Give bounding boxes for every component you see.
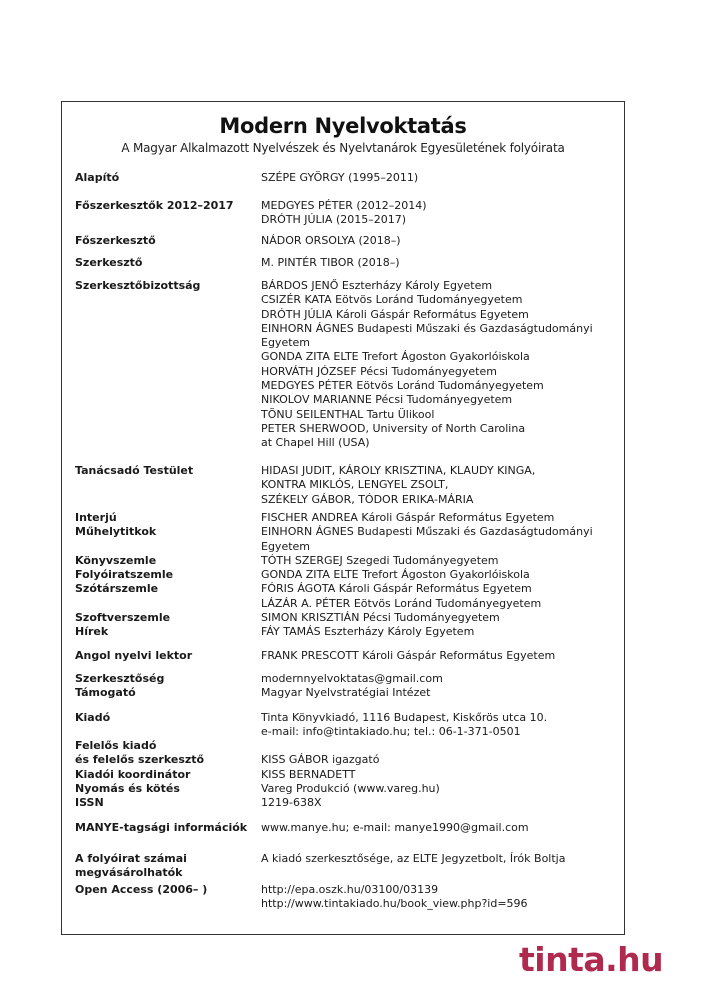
row-label bbox=[75, 511, 261, 640]
label-line: Nyomás és kötés bbox=[75, 781, 180, 795]
value-line: 1219-638X bbox=[261, 796, 322, 810]
label-line: Angol nyelvi lektor bbox=[75, 649, 193, 662]
value-line: KISS BERNADETT bbox=[261, 767, 356, 781]
value-line: HIDASI JUDIT, KÁROLY KRISZTINA, KLAUDY KINGA, bbox=[261, 464, 536, 477]
value-line: Tinta Könyvkiadó, 1116 Budapest, Kiskőrös utca 10. bbox=[261, 711, 548, 724]
row-label bbox=[75, 279, 261, 293]
row-value bbox=[261, 821, 616, 835]
label-line: Főszerkesztő bbox=[75, 234, 156, 247]
label-line: Szótárszemle bbox=[75, 582, 159, 596]
label-line: Felelős kiadó bbox=[75, 739, 157, 752]
value-line: e-mail: info@tintakiado.hu; tel.: 06-1-371-0501 bbox=[261, 725, 521, 739]
label-line: ISSN bbox=[75, 796, 104, 810]
label-line: Műhelytitkok bbox=[75, 525, 157, 539]
value-line: CSIZÉR KATA Eötvös Loránd Tudományegyetem bbox=[261, 293, 523, 307]
row-label bbox=[75, 649, 261, 663]
row-label bbox=[75, 711, 261, 725]
journal-title: Modern Nyelvoktatás bbox=[219, 114, 467, 138]
row-value bbox=[261, 256, 616, 270]
label-line bbox=[75, 597, 261, 611]
value-line: Egyetem bbox=[261, 539, 311, 553]
tinta-logo: tinta.hu bbox=[519, 940, 664, 979]
row-label bbox=[75, 256, 261, 270]
value-line: Magyar Nyelvstratégiai Intézet bbox=[261, 686, 431, 700]
row-value bbox=[261, 883, 616, 912]
label-line: Szoftverszemle bbox=[75, 611, 171, 625]
label-line: Főszerkesztők 2012–2017 bbox=[75, 199, 234, 212]
value-line: Egyetem bbox=[261, 336, 311, 350]
value-line: MEDGYES PÉTER (2012–2014) bbox=[261, 199, 427, 212]
value-line: SZÉPE GYÖRGY (1995–2011) bbox=[261, 171, 419, 184]
label-line: Open Access (2006– ) bbox=[75, 883, 208, 896]
row-value bbox=[261, 199, 616, 228]
row-label bbox=[75, 739, 261, 810]
value-line: TÕNU SEILENTHAL Tartu Ülikool bbox=[261, 407, 435, 421]
value-line: MEDGYES PÉTER Eötvös Loránd Tudományegyetem bbox=[261, 379, 544, 393]
value-line: SZÉKELY GÁBOR, TÓDOR ERIKA-MÁRIA bbox=[261, 492, 474, 506]
label-line: Alapító bbox=[75, 171, 120, 184]
value-line: DRÓTH JÚLIA (2015–2017) bbox=[261, 213, 407, 227]
value-line: FÁY TAMÁS Eszterházy Károly Egyetem bbox=[261, 625, 475, 639]
label-line: MANYE-tagsági információk bbox=[75, 821, 248, 834]
value-line: http://www.tintakiado.hu/book_view.php?id=596 bbox=[261, 897, 528, 911]
value-line: LÁZÁR A. PÉTER Eötvös Loránd Tudományegyetem bbox=[261, 596, 542, 610]
row-value bbox=[261, 511, 616, 640]
row-value bbox=[261, 739, 616, 810]
label-line: Kiadó bbox=[75, 711, 111, 724]
value-line: PETER SHERWOOD, University of North Carolina bbox=[261, 421, 526, 435]
value-line: NÁDOR ORSOLYA (2018–) bbox=[261, 234, 401, 247]
value-line: EINHORN ÁGNES Budapesti Műszaki és Gazdaságtudományi bbox=[261, 321, 593, 335]
row-value bbox=[261, 464, 616, 507]
value-line: A kiadó szerkesztősége, az ELTE Jegyzetbolt, Írók Boltja bbox=[261, 852, 566, 865]
value-line: GONDA ZITA ELTE Trefort Ágoston Gyakorlóiskola bbox=[261, 350, 530, 364]
label-line: megvásárolhatók bbox=[75, 866, 183, 880]
row-value bbox=[261, 649, 616, 663]
row-value bbox=[261, 234, 616, 248]
row-label bbox=[75, 852, 261, 881]
row-label bbox=[75, 672, 261, 701]
value-line: at Chapel Hill (USA) bbox=[261, 436, 370, 450]
label-line: Szerkesztőség bbox=[75, 672, 165, 685]
masthead-frame bbox=[61, 101, 625, 935]
label-line: A folyóirat számai bbox=[75, 852, 187, 865]
value-line: HORVÁTH JÓZSEF Pécsi Tudományegyetem bbox=[261, 364, 497, 378]
row-label bbox=[75, 464, 261, 478]
row-label bbox=[75, 821, 261, 835]
row-label bbox=[75, 199, 261, 213]
label-line: Folyóiratszemle bbox=[75, 568, 174, 582]
value-line: EINHORN ÁGNES Budapesti Műszaki és Gazdaságtudományi bbox=[261, 525, 593, 539]
value-line: FRANK PRESCOTT Károli Gáspár Református Egyetem bbox=[261, 649, 556, 662]
value-line: DRÓTH JÚLIA Károli Gáspár Református Egyetem bbox=[261, 307, 529, 321]
label-line: Hírek bbox=[75, 625, 109, 639]
row-label bbox=[75, 234, 261, 248]
value-line: SIMON KRISZTIÁN Pécsi Tudományegyetem bbox=[261, 611, 500, 625]
value-line: http://epa.oszk.hu/03100/03139 bbox=[261, 883, 439, 896]
label-line: Támogató bbox=[75, 686, 136, 700]
row-value bbox=[261, 279, 616, 451]
value-line bbox=[261, 739, 616, 753]
journal-subtitle: A Magyar Alkalmazott Nyelvészek és Nyelvtanárok Egyesületének folyóirata bbox=[121, 141, 565, 155]
label-line: Interjú bbox=[75, 511, 117, 524]
value-line: TÓTH SZERGEJ Szegedi Tudományegyetem bbox=[261, 553, 499, 567]
label-line: Szerkesztőbizottság bbox=[75, 279, 201, 292]
label-line: Szerkesztő bbox=[75, 256, 143, 269]
label-line: Tanácsadó Testület bbox=[75, 464, 194, 477]
row-label bbox=[75, 883, 261, 897]
value-line: M. PINTÉR TIBOR (2018–) bbox=[261, 256, 400, 269]
row-value bbox=[261, 171, 616, 185]
row-value bbox=[261, 852, 616, 866]
value-line: FISCHER ANDREA Károli Gáspár Református Egyetem bbox=[261, 511, 555, 524]
value-line: modernnyelvoktatas@gmail.com bbox=[261, 672, 443, 685]
value-line: BÁRDOS JENŐ Eszterházy Károly Egyetem bbox=[261, 279, 493, 292]
row-value bbox=[261, 711, 616, 740]
value-line: KISS GÁBOR igazgató bbox=[261, 753, 380, 767]
value-line: GONDA ZITA ELTE Trefort Ágoston Gyakorlóiskola bbox=[261, 568, 530, 582]
value-line: KONTRA MIKLÓS, LENGYEL ZSOLT, bbox=[261, 478, 449, 492]
label-line bbox=[75, 540, 261, 554]
label-line: Könyvszemle bbox=[75, 553, 157, 567]
value-line: FÓRIS ÁGOTA Károli Gáspár Református Egyetem bbox=[261, 582, 532, 596]
label-line: Kiadói koordinátor bbox=[75, 767, 191, 781]
value-line: NIKOLOV MARIANNE Pécsi Tudományegyetem bbox=[261, 393, 513, 407]
label-line: és felelős szerkesztő bbox=[75, 753, 205, 767]
row-value bbox=[261, 672, 616, 701]
row-label bbox=[75, 171, 261, 185]
value-line: Vareg Produkció (www.vareg.hu) bbox=[261, 781, 440, 795]
value-line: www.manye.hu; e-mail: manye1990@gmail.com bbox=[261, 821, 529, 834]
